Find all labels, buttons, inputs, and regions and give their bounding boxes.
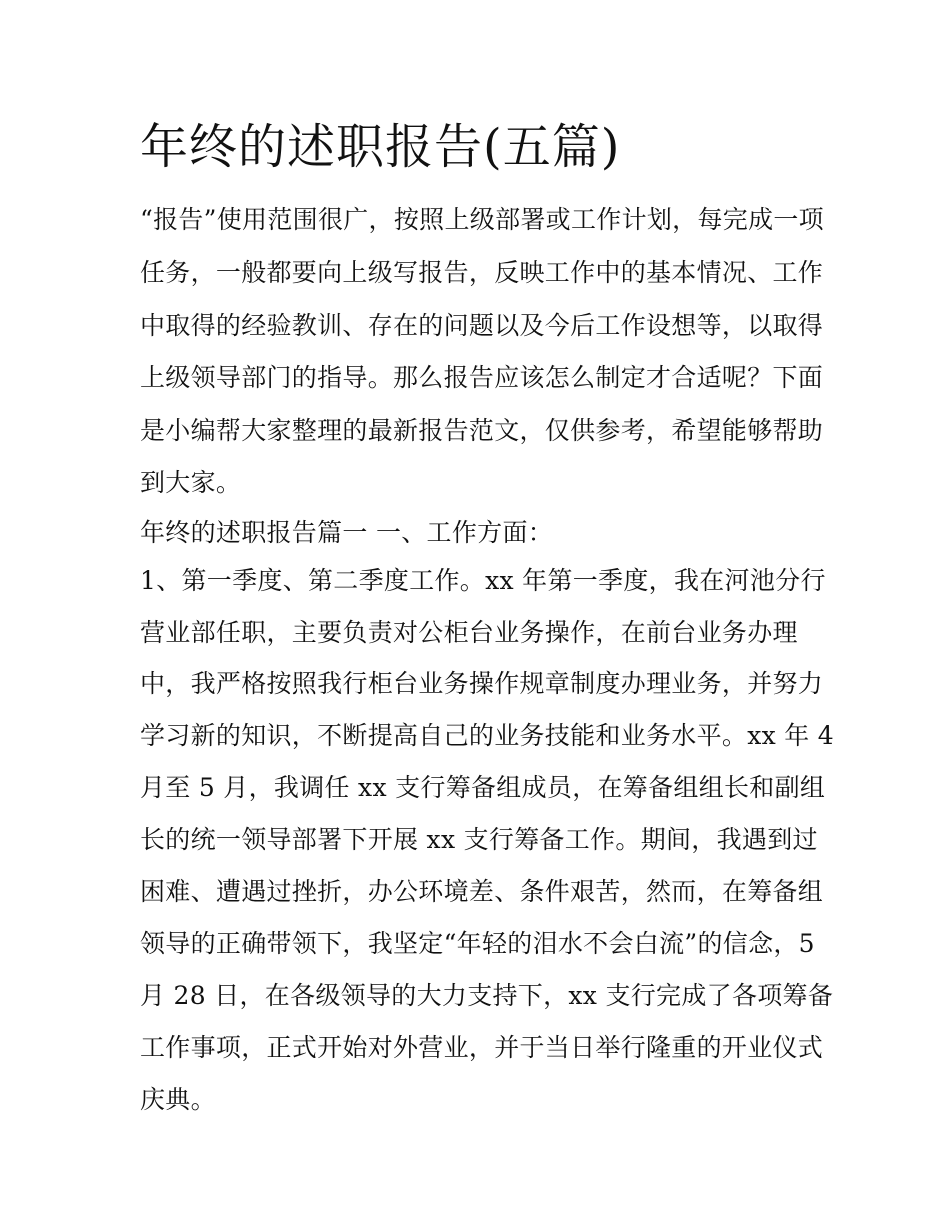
paragraph-line: 上级领导部门的指导。那么报告应该怎么制定才合适呢？下面 <box>140 363 824 392</box>
paragraph-line: 月至 5 月，我调任 xx 支行筹备组成员，在筹备组组长和副组 <box>140 773 826 802</box>
paragraph-line: 任务，一般都要向上级写报告，反映工作中的基本情况、工作 <box>140 258 824 287</box>
paragraph-line: 学习新的知识，不断提高自己的业务技能和业务水平。xx 年 4 <box>140 721 834 750</box>
paragraph-line: 到大家。 <box>140 468 242 497</box>
section-heading: 年终的述职报告篇一 一、工作方面： <box>140 518 554 547</box>
paragraph-line: 月 28 日，在各级领导的大力支持下，xx 支行完成了各项筹备 <box>140 981 834 1010</box>
paragraph-line: 营业部任职，主要负责对公柜台业务操作，在前台业务办理 <box>140 618 798 647</box>
paragraph-line: 1、第一季度、第二季度工作。xx 年第一季度，我在河池分行 <box>140 566 826 595</box>
paragraph-line: 中，我严格按照我行柜台业务操作规章制度办理业务，并努力 <box>140 669 824 698</box>
paragraph-line: 庆典。 <box>140 1085 216 1114</box>
paragraph-line: 工作事项，正式开始对外营业，并于当日举行隆重的开业仪式 <box>140 1033 824 1062</box>
paragraph-line: 领导的正确带领下，我坚定“年轻的泪水不会白流”的信念，5 <box>140 929 815 958</box>
paragraph-line: 中取得的经验教训、存在的问题以及今后工作设想等，以取得 <box>140 311 824 340</box>
document-title: 年终的述职报告(五篇) <box>140 119 621 175</box>
paragraph-line: 是小编帮大家整理的最新报告范文，仅供参考，希望能够帮助 <box>140 416 824 445</box>
paragraph-line: “报告”使用范围很广，按照上级部署或工作计划，每完成一项 <box>140 205 824 234</box>
paragraph-line: 困难、遭遇过挫折，办公环境差、条件艰苦，然而，在筹备组 <box>140 877 824 906</box>
paragraph-line: 长的统一领导部署下开展 xx 支行筹备工作。期间，我遇到过 <box>140 825 818 854</box>
